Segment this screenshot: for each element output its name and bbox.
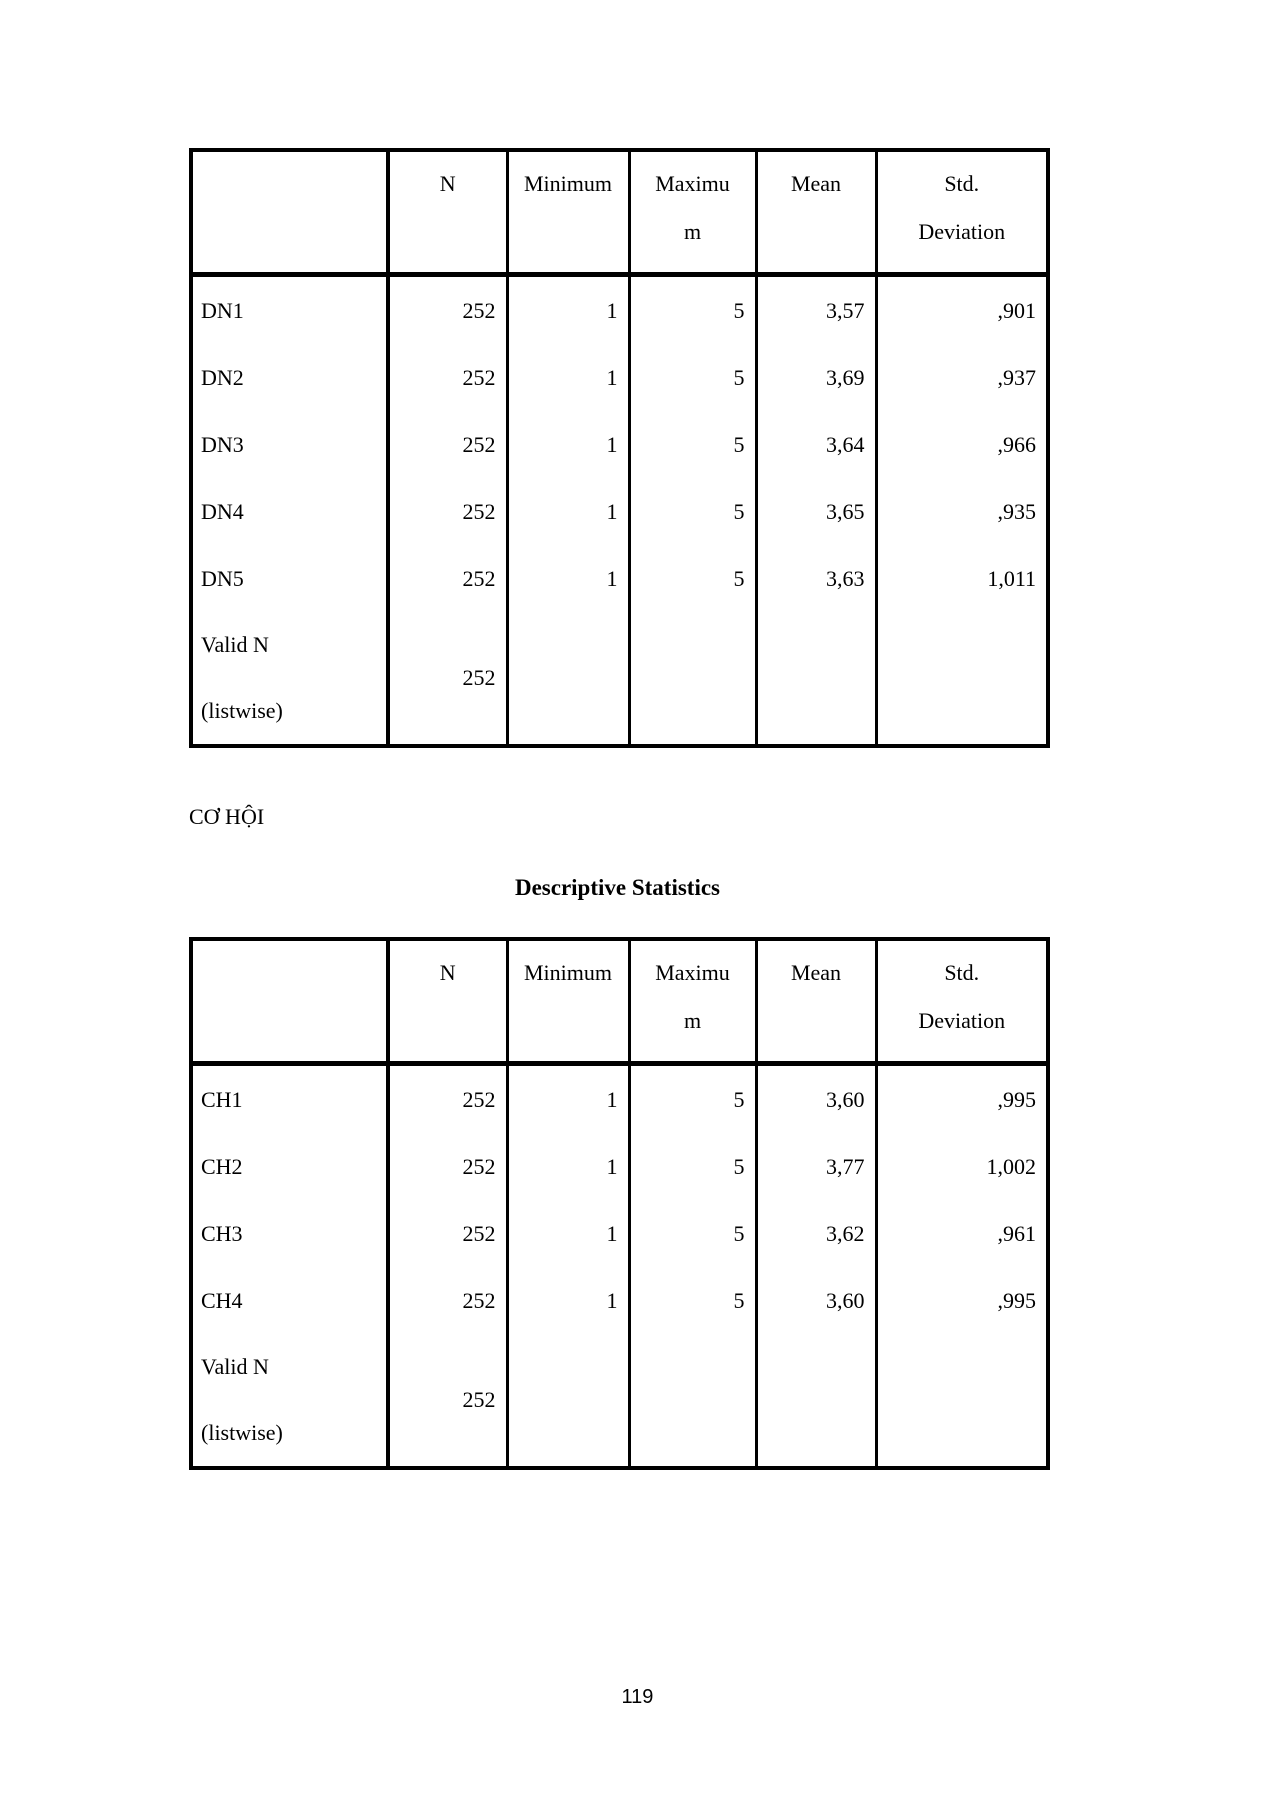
row-label: DN2 — [191, 344, 388, 411]
empty-cell — [507, 1334, 629, 1468]
row-label: CH3 — [191, 1200, 388, 1267]
valid-n-row — [191, 612, 1048, 746]
empty-cell — [756, 612, 876, 746]
table-row-dn1 — [191, 275, 1048, 345]
col-header-std-deviation — [876, 150, 1048, 275]
row-label: DN3 — [191, 411, 388, 478]
cell-n: 252 — [388, 478, 507, 545]
row-label: CH4 — [191, 1267, 388, 1334]
valid-n-line1: Valid N — [201, 1354, 269, 1379]
col-header-maximum-line1: Maximu — [655, 960, 730, 985]
cell-n: 252 — [388, 1267, 507, 1334]
col-header-n: N — [388, 150, 507, 275]
col-header-maximum — [629, 150, 756, 275]
row-label-valid-n — [191, 612, 388, 746]
table-title-descriptive-statistics: Descriptive Statistics — [514, 875, 721, 900]
cell-mean: 3,65 — [756, 478, 876, 545]
cell-n: 252 — [388, 545, 507, 612]
cell-std-deviation: ,901 — [997, 297, 1036, 323]
row-label: CH2 — [191, 1133, 388, 1200]
cell-minimum: 1 — [507, 545, 629, 612]
col-header-maximum-line2: m — [683, 219, 702, 244]
col-header-mean: Mean — [756, 939, 876, 1064]
cell-mean: 3,60 — [756, 1267, 876, 1334]
row-label: DN4 — [191, 478, 388, 545]
col-header-std-line2: Deviation — [918, 1008, 1006, 1033]
cell-std-deviation: ,935 — [997, 498, 1036, 524]
table-row-dn5 — [191, 545, 1048, 612]
table-row-dn3 — [191, 411, 1048, 478]
col-header-std-line1: Std. — [944, 960, 980, 985]
header-row — [191, 150, 1048, 275]
cell-mean: 3,57 — [756, 275, 876, 345]
section-label-co-hoi: CƠ HỘI — [189, 804, 265, 829]
cell-mean: 3,63 — [756, 545, 876, 612]
cell-maximum: 5 — [629, 545, 756, 612]
table-row-ch2 — [191, 1133, 1048, 1200]
cell-maximum: 5 — [629, 1133, 756, 1200]
cell-std-deviation: ,995 — [997, 1287, 1036, 1313]
cell-n: 252 — [388, 612, 507, 746]
cell-minimum: 1 — [507, 275, 629, 345]
cell-std-deviation: ,995 — [997, 1086, 1036, 1112]
cell-mean: 3,77 — [756, 1133, 876, 1200]
empty-cell — [629, 612, 756, 746]
cell-mean: 3,64 — [756, 411, 876, 478]
col-header-std-line1: Std. — [944, 171, 980, 196]
col-header-minimum: Minimum — [507, 939, 629, 1064]
cell-maximum: 5 — [629, 478, 756, 545]
table-row-dn2 — [191, 344, 1048, 411]
empty-cell — [876, 1334, 1048, 1468]
descriptive-stats-table-dn — [189, 148, 1050, 748]
cell-std-deviation: 1,002 — [986, 1153, 1036, 1179]
corner-cell — [191, 939, 388, 1064]
cell-minimum: 1 — [507, 411, 629, 478]
empty-cell — [876, 612, 1048, 746]
col-header-std-line2: Deviation — [918, 219, 1006, 244]
col-header-maximum — [629, 939, 756, 1064]
cell-minimum: 1 — [507, 478, 629, 545]
cell-n: 252 — [388, 1200, 507, 1267]
cell-maximum: 5 — [629, 344, 756, 411]
table-row-ch4 — [191, 1267, 1048, 1334]
empty-cell — [756, 1334, 876, 1468]
table-row-ch3 — [191, 1200, 1048, 1267]
descriptive-stats-table-ch-section — [189, 937, 1046, 1470]
cell-maximum: 5 — [629, 275, 756, 345]
page-number: 119 — [621, 1686, 654, 1708]
col-header-maximum-line1: Maximu — [655, 171, 730, 196]
cell-n: 252 — [388, 1133, 507, 1200]
row-label-valid-n — [191, 1334, 388, 1468]
empty-cell — [507, 612, 629, 746]
cell-std-deviation: ,966 — [997, 431, 1036, 457]
cell-n: 252 — [388, 344, 507, 411]
col-header-minimum: Minimum — [507, 150, 629, 275]
cell-mean: 3,60 — [756, 1064, 876, 1134]
cell-std-deviation: ,961 — [997, 1220, 1036, 1246]
cell-n: 252 — [388, 411, 507, 478]
cell-maximum: 5 — [629, 1064, 756, 1134]
cell-minimum: 1 — [507, 344, 629, 411]
cell-minimum: 1 — [507, 1064, 629, 1134]
table-row-ch1 — [191, 1064, 1048, 1134]
valid-n-line1: Valid N — [201, 632, 269, 657]
cell-n: 252 — [388, 1334, 507, 1468]
cell-maximum: 5 — [629, 411, 756, 478]
col-header-n: N — [388, 939, 507, 1064]
header-row — [191, 939, 1048, 1064]
cell-maximum: 5 — [629, 1200, 756, 1267]
cell-mean: 3,69 — [756, 344, 876, 411]
cell-minimum: 1 — [507, 1267, 629, 1334]
cell-std-deviation: 1,011 — [987, 565, 1036, 591]
row-label: DN5 — [191, 545, 388, 612]
col-header-mean: Mean — [756, 150, 876, 275]
cell-mean: 3,62 — [756, 1200, 876, 1267]
descriptive-stats-table-dn-section — [189, 148, 1046, 748]
valid-n-line2: (listwise) — [201, 698, 283, 723]
col-header-maximum-line2: m — [683, 1008, 702, 1033]
empty-cell — [629, 1334, 756, 1468]
corner-cell — [191, 150, 388, 275]
row-label: CH1 — [191, 1064, 388, 1134]
cell-std-deviation: ,937 — [997, 364, 1036, 390]
cell-minimum: 1 — [507, 1200, 629, 1267]
cell-n: 252 — [388, 1064, 507, 1134]
cell-maximum: 5 — [629, 1267, 756, 1334]
cell-minimum: 1 — [507, 1133, 629, 1200]
valid-n-line2: (listwise) — [201, 1420, 283, 1445]
cell-n: 252 — [388, 275, 507, 345]
col-header-std-deviation — [876, 939, 1048, 1064]
descriptive-stats-table-ch — [189, 937, 1050, 1470]
row-label: DN1 — [191, 275, 388, 345]
valid-n-row — [191, 1334, 1048, 1468]
table-row-dn4 — [191, 478, 1048, 545]
